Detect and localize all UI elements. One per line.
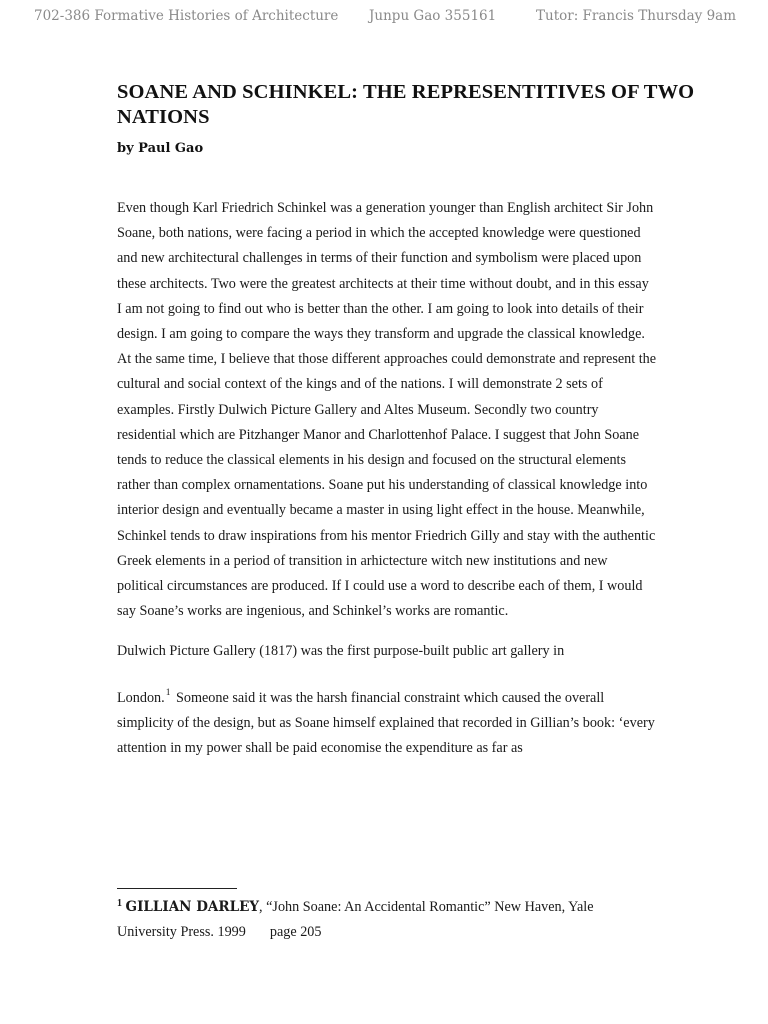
footnote-author: GILLIAN DARLEY	[125, 899, 260, 915]
footnote-reference[interactable]: 1	[165, 687, 171, 698]
paragraph-2-london: London.	[117, 689, 165, 706]
paragraph-1: Even though Karl Friedrich Schinkel was a generation younger than English architect Sir John Soane, both nations, were facing a period in which the accepted knowledge were questioned and new architectural challenges in terms of their function and symbolism were placed upon these architects. Two were the greatest architects at their time without doubt, and in this essay I am not going to find out who is better than the other. I am going to look into details of their design. I am going to compare the ways they transform and upgrade the classical knowledge. At the same time, I believe that those different approaches could demonstrate and represent the cultural and social context of the kings and of the nations. I will demonstrate 2 sets of examples. Firstly Dulwich Picture Gallery and Altes Museum. Secondly two country residential which are Pitzhanger Manor and Charlottenhof Palace. I suggest that John Soane tends to reduce the classical elements in his design and focused on the structural elements rather than complex ornamentations. Soane put his understanding of classical knowledge into interior design and eventually became a master in using light effect in the house. Meanwhile, Schinkel tends to draw inspirations from his mentor Friedrich Gilly and stay with the authentic Greek elements in a period of transition in arhictecture witch new institutions and new political circumstances are produced. If I could use a word to describe each of them, I would say Soane’s works are ingenious, and Schinkel’s works are romantic.	[117, 200, 657, 620]
footnote-divider	[117, 888, 237, 889]
footnote-number: 1	[117, 898, 122, 909]
paragraph-2-continuation	[117, 681, 657, 762]
student-info: Junpu Gao 355161	[369, 8, 497, 24]
tutor-info: Tutor: Francis Thursday 9am	[536, 8, 737, 24]
paragraph-2-rest: Someone said it was the harsh financial constraint which caused the overall simplicity of the design, but as Soane himself explained that recorded in Gillian’s book: ‘every attention in my power shall be paid economise the expenditure as far as	[117, 689, 655, 757]
footnote-citation: , “John Soane: An Accidental Romantic” New Haven, Yale University Press. 1999	[117, 899, 594, 940]
footnote-page: page 205	[269, 924, 322, 940]
essay-title: SOANE AND SCHINKEL: THE REPRESENTITIVES OF TWO NATIONS	[117, 81, 695, 128]
paragraph-2-line-1: Dulwich Picture Gallery (1817) was the first purpose-built public art gallery in	[117, 643, 565, 660]
running-header	[0, 8, 768, 28]
essay-body	[117, 196, 657, 761]
paragraph-2	[117, 639, 657, 761]
byline: by Paul Gao	[117, 141, 204, 156]
footnote	[117, 891, 637, 945]
course-title: 702-386 Formative Histories of Architecture	[34, 8, 339, 24]
